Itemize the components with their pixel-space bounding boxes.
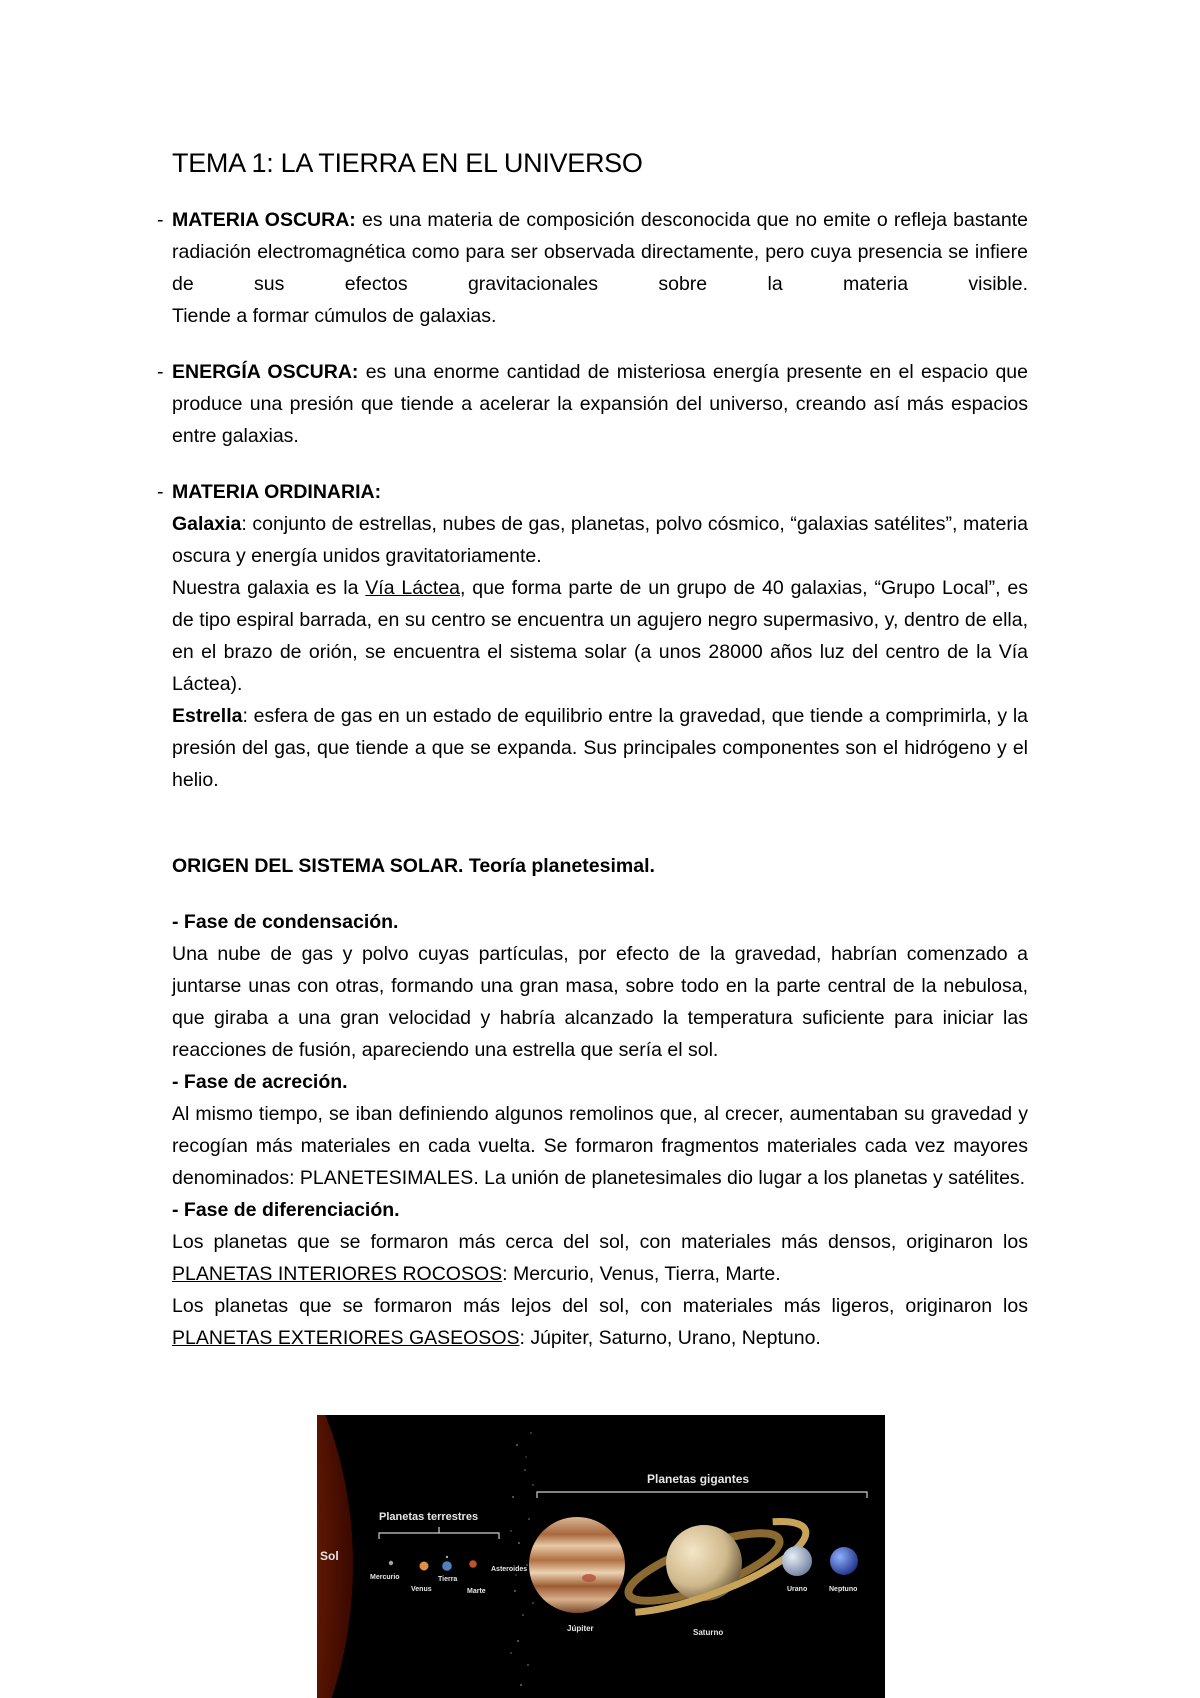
label-neptuno: Neptuno [829, 1586, 858, 1593]
energia-oscura-text: es una enorme cantidad de misteriosa energía presente en el espacio que produce una presión que tiende a acelerar la expansión del universo, creando así más espacios entre galaxias. [172, 361, 1028, 447]
via-lactea-paragraph [172, 572, 1028, 700]
exteriores-link: PLANETAS EXTERIORES GASEOSOS [172, 1327, 520, 1349]
section-energia-oscura [157, 356, 1028, 452]
planet-tierra [442, 1561, 452, 1571]
interiores-pre: Los planetas que se formaron más cerca del sol, con materiales más densos, originaron los [172, 1231, 1028, 1253]
label-tierra: Tierra [438, 1576, 458, 1583]
bracket-gigantes [537, 1492, 867, 1498]
planet-urano [782, 1546, 812, 1576]
interiores-link: PLANETAS INTERIORES ROCOSOS [172, 1263, 503, 1285]
label-asteroides: Asteroides [491, 1566, 528, 1573]
label-planetas-terrestres: Planetas terrestres [379, 1511, 479, 1523]
materia-oscura-text: es una materia de composición desconocida que no emite o refleja bastante radiación electromagnética como para ser observada directamente, pero cuya presencia se infiere de sus efectos gravitacionales sobre la materia visible. [172, 209, 1028, 295]
section-materia-oscura [157, 204, 1028, 332]
exteriores-pre: Los planetas que se formaron más lejos del sol, con materiales más ligeros, originaron los [172, 1295, 1028, 1317]
galaxia-paragraph [172, 508, 1028, 572]
galaxia-text: : conjunto de estrellas, nubes de gas, planetas, polvo cósmico, “galaxias satélites”, materia oscura y energía unidos gravitatoriamente. [172, 513, 1028, 567]
label-saturno: Saturno [693, 1628, 724, 1637]
label-planetas-gigantes: Planetas gigantes [647, 1472, 750, 1486]
list-dash: - [157, 361, 164, 383]
bracket-terrestres [379, 1527, 499, 1539]
via-lactea-link: Vía Láctea [365, 577, 460, 599]
planet-neptuno [830, 1547, 858, 1575]
solar-system-illustration [317, 1415, 885, 1698]
energia-oscura-label: ENERGÍA OSCURA: [172, 361, 359, 383]
moon [446, 1556, 448, 1558]
label-urano: Urano [787, 1586, 808, 1593]
interiores-post: : Mercurio, Venus, Tierra, Marte. [502, 1263, 781, 1285]
origen-heading: ORIGEN DEL SISTEMA SOLAR. Teoría planetesimal. [172, 855, 655, 877]
fase-acrecion-text: Al mismo tiempo, se iban definiendo algunos remolinos que, al crecer, aumentaban su gravedad y recogían más materiales en cada vuelta. Se formaron fragmentos materiales cada vez mayores denominados: PLANETESIMALES. La unión de planetesimales dio lugar a los planetas y satélites. [172, 1103, 1028, 1189]
fase-diferenciacion-heading: - Fase de diferenciación. [172, 1199, 400, 1221]
planet-jupiter [529, 1517, 625, 1613]
great-red-spot [582, 1574, 596, 1582]
planetas-interiores-paragraph [172, 1226, 1028, 1290]
galaxia-label: Galaxia [172, 513, 242, 535]
section-origen [172, 906, 1028, 1354]
fase-condensacion-heading: - Fase de condensación. [172, 911, 399, 933]
list-dash: - [157, 481, 164, 503]
exteriores-post: : Júpiter, Saturno, Urano, Neptuno. [519, 1327, 821, 1349]
planetas-exteriores-paragraph [172, 1290, 1028, 1354]
list-dash: - [157, 209, 164, 231]
page-title: TEMA 1: LA TIERRA EN EL UNIVERSO [172, 148, 643, 178]
via-lactea-post: , que forma parte de un grupo de 40 galaxias, “Grupo Local”, es de tipo espiral barrada, en su centro se encuentra un agujero negro supermasivo, y, dentro de ella, en el brazo de orión, se encuentra el sistema solar (a unos 28000 años luz del centro de la Vía Láctea). [172, 577, 1028, 695]
fase-acrecion-heading: - Fase de acreción. [172, 1071, 348, 1093]
label-sol: Sol [320, 1549, 339, 1563]
materia-oscura-paragraph [172, 204, 1028, 300]
estrella-paragraph [172, 700, 1028, 796]
planet-marte [469, 1560, 477, 1568]
label-jupiter: Júpiter [567, 1624, 594, 1633]
planet-venus [420, 1562, 429, 1571]
estrella-label: Estrella [172, 705, 243, 727]
label-marte: Marte [467, 1588, 486, 1595]
materia-ordinaria-label: MATERIA ORDINARIA: [172, 481, 382, 503]
planet-mercurio [389, 1561, 393, 1565]
materia-oscura-label: MATERIA OSCURA: [172, 209, 356, 231]
label-venus: Venus [411, 1586, 432, 1593]
fase-condensacion-text: Una nube de gas y polvo cuyas partículas, por efecto de la gravedad, habrían comenzado a juntarse unas con otras, formando una gran masa, sobre todo en la parte central de la nebulosa, que giraba a una gran velocidad y habría alcanzado la temperatura suficiente para iniciar las reacciones de fusión, apareciendo una estrella que sería el sol. [172, 943, 1028, 1061]
via-lactea-pre: Nuestra galaxia es la [172, 577, 366, 599]
label-mercurio: Mercurio [370, 1574, 400, 1581]
materia-oscura-last-line: Tiende a formar cúmulos de galaxias. [172, 305, 497, 327]
section-materia-ordinaria [157, 476, 1028, 796]
estrella-text: : esfera de gas en un estado de equilibrio entre la gravedad, que tiende a comprimirla, y la presión del gas, que tiende a que se expanda. Sus principales componentes son el hidrógeno y el helio. [172, 705, 1028, 791]
solar-system-image [317, 1415, 885, 1698]
